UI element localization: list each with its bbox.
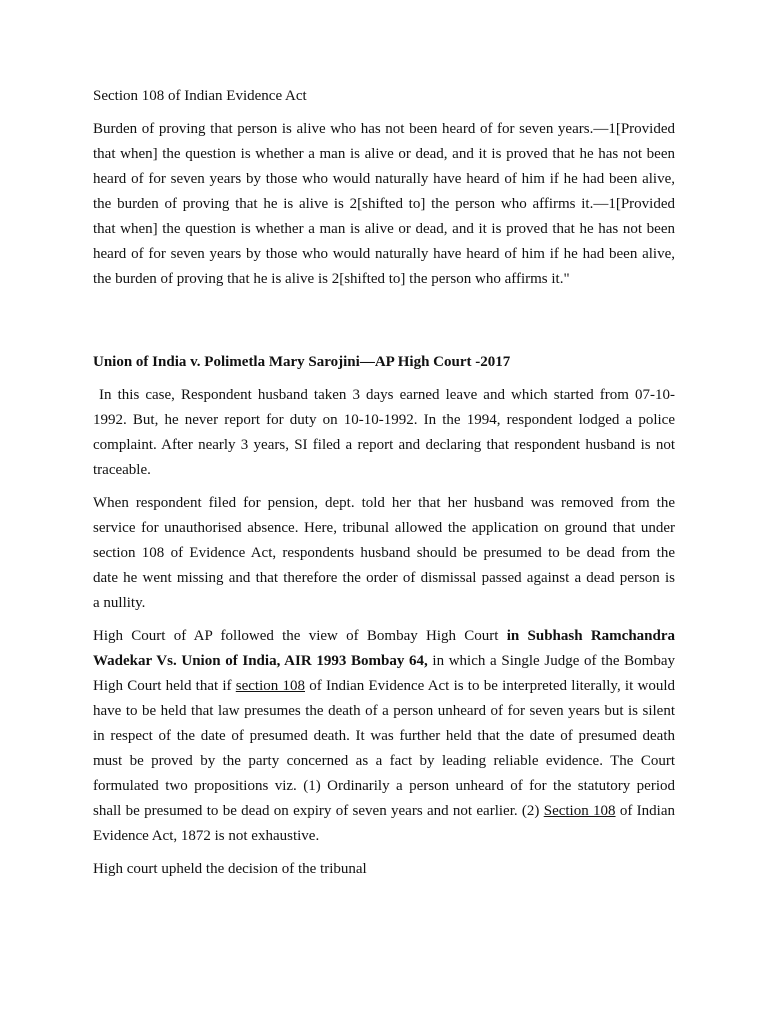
paragraph-line: have to be held that law presumes the death of a person unheard of for seven years but is silent	[93, 703, 675, 719]
tribunal-paragraph	[93, 491, 675, 616]
text-span: of Indian	[615, 803, 675, 819]
paragraph-line: heard of for seven years by those who would naturally have heard of him if he had been alive,	[93, 171, 675, 187]
paragraph-line: heard of for seven years by those who would naturally have heard of him if he had been alive,	[93, 246, 675, 262]
section-108-link[interactable]: Section 108	[543, 803, 616, 819]
document-page	[93, 84, 675, 882]
paragraph-line: section 108 of Evidence Act, respondents husband should be presumed to be dead from the	[93, 545, 675, 561]
case-heading	[93, 350, 675, 375]
text-span: shall be presumed to be dead on expiry of seven years and not earlier. (2)	[93, 803, 544, 819]
paragraph-line	[93, 674, 675, 699]
bold-citation: in Subhash Ramchandra	[506, 628, 676, 644]
conclusion-paragraph: High court upheld the decision of the tribunal	[93, 861, 367, 877]
paragraph-line: a nullity.	[93, 595, 146, 611]
text-span: of Indian Evidence Act is to be interpreted literally, it would	[305, 678, 675, 694]
section-108-link[interactable]: section 108	[235, 678, 305, 694]
text-span: High Court held that if	[93, 678, 236, 694]
bold-citation: Wadekar Vs. Union of India, AIR 1993 Bombay 64,	[93, 653, 428, 669]
paragraph-line: In this case, Respondent husband taken 3 days earned leave and which started from 07-10-	[93, 387, 675, 403]
paragraph-line: that when] the question is whether a man is alive or dead, and it is proved that he has not been	[93, 146, 675, 162]
paragraph-line: Burden of proving that person is alive who has not been heard of for seven years.—1[Provided	[93, 121, 675, 137]
case-facts-paragraph	[93, 383, 675, 483]
paragraph-line	[93, 649, 675, 674]
paragraph-line: complaint. After nearly 3 years, SI filed a report and declaring that respondent husband is not	[93, 437, 675, 453]
paragraph-line	[93, 624, 675, 649]
paragraph-line: service for unauthorised absence. Here, tribunal allowed the application on ground that under	[93, 520, 675, 536]
paragraph-line: formulated two propositions viz. (1) Ordinarily a person unheard of for the statutory period	[93, 778, 675, 794]
paragraph-line: in respect of the date of presumed death. It was further held that the date of presumed death	[93, 728, 675, 744]
paragraph-line: the burden of proving that he is alive is 2[shifted to] the person who affirms it.—1[Provided	[93, 196, 675, 212]
section-108-paragraph	[93, 117, 675, 292]
paragraph-line: that when] the question is whether a man is alive or dead, and it is proved that he has not been	[93, 221, 675, 237]
high-court-paragraph	[93, 624, 675, 849]
paragraph-line	[93, 799, 675, 824]
paragraph-line: traceable.	[93, 462, 151, 478]
paragraph-line: Evidence Act, 1872 is not exhaustive.	[93, 828, 320, 844]
text-span: High Court of AP followed the view of Bombay High Court	[93, 628, 507, 644]
section-title: Section 108 of Indian Evidence Act	[93, 88, 307, 104]
paragraph-line: date he went missing and that therefore the order of dismissal passed against a dead person is	[93, 570, 675, 586]
paragraph-line: the burden of proving that he is alive is 2[shifted to] the person who affirms it."	[93, 271, 570, 287]
paragraph-line: must be proved by the party concerned as a fact by leading reliable evidence. The Court	[93, 753, 675, 769]
paragraph-line: When respondent filed for pension, dept. told her that her husband was removed from the	[93, 495, 675, 511]
paragraph-line: 1992. But, he never report for duty on 10-10-1992. In the 1994, respondent lodged a police	[93, 412, 675, 428]
case-heading-text: Union of India v. Polimetla Mary Sarojini—AP High Court -2017	[93, 354, 511, 370]
text-span: in which a Single Judge of the Bombay	[427, 653, 675, 669]
